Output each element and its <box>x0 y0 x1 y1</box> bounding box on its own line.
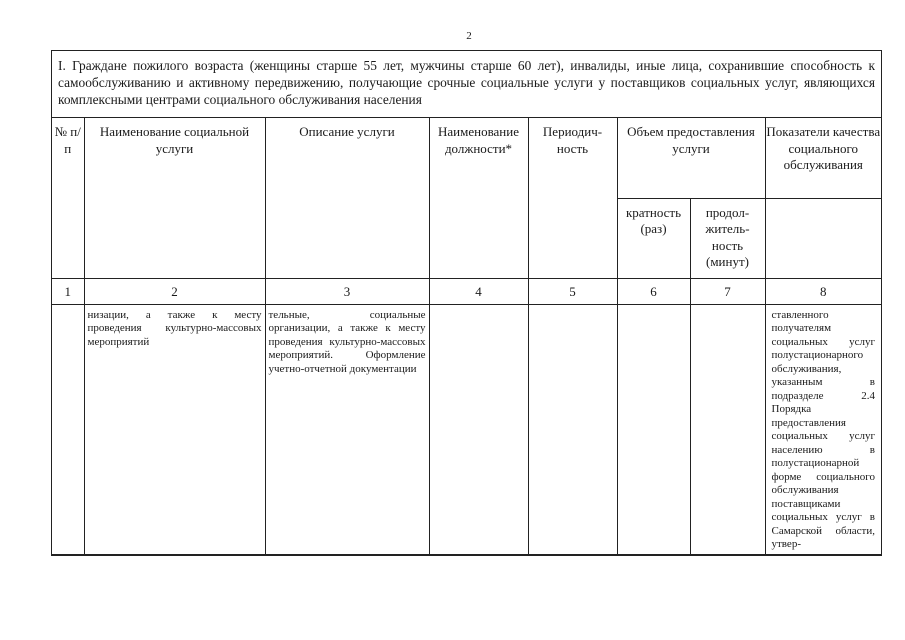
col-header-duration: продол-житель-ность (минут) <box>690 198 765 278</box>
column-number: 6 <box>617 278 690 304</box>
periodicity-cell <box>528 304 617 554</box>
section-title: I. Граждане пожилого возраста (женщины старше 55 лет, мужчины старше 60 лет), инвалиды, иные лица, сохранившие способность к самообслуживанию и активному передвижению, получающие срочные социальные услуги у поставщиков социальных услуг, являющихся комплексными центрами социального обслуживания населения <box>52 51 881 118</box>
column-number: 8 <box>765 278 881 304</box>
col-header-position: Наименование должности* <box>429 118 528 278</box>
column-number: 5 <box>528 278 617 304</box>
description-cell: тельные, социальные организации, а также к месту проведения культурно-массовых мероприятий. Оформление учетно-отчетной документации <box>265 304 429 554</box>
col-header-number: № п/п <box>52 118 84 278</box>
col-header-description: Описание услуги <box>265 118 429 278</box>
column-number: 1 <box>52 278 84 304</box>
col-header-quality: Показатели качества социального обслуживания <box>765 118 881 198</box>
col-header-multiplicity: кратность (раз) <box>617 198 690 278</box>
column-number: 7 <box>690 278 765 304</box>
quality-cell: ставленного получателям социальных услуг полустационарного обслуживания, указанным в подразделе 2.4 Порядка предоставления социальных услуг населению в полустационарной форме социального обслуживания поставщиками социальных услуг в Самарской области, утвер- <box>765 304 881 554</box>
col-header-volume: Объем предоставления услуги <box>617 118 765 198</box>
services-table <box>51 50 882 556</box>
col-header-periodicity: Периодич-ность <box>528 118 617 278</box>
column-number: 4 <box>429 278 528 304</box>
page-number: 2 <box>466 30 472 42</box>
row-number-cell <box>52 304 84 554</box>
position-cell <box>429 304 528 554</box>
duration-cell <box>690 304 765 554</box>
col-header-service-name: Наименование социальной услуги <box>84 118 265 278</box>
col-header-quality-empty <box>765 198 881 278</box>
multiplicity-cell <box>617 304 690 554</box>
service-name-cell: низации, а также к месту проведения культурно-массовых мероприятий <box>84 304 265 554</box>
column-number: 2 <box>84 278 265 304</box>
table-grid <box>52 118 881 555</box>
column-number: 3 <box>265 278 429 304</box>
